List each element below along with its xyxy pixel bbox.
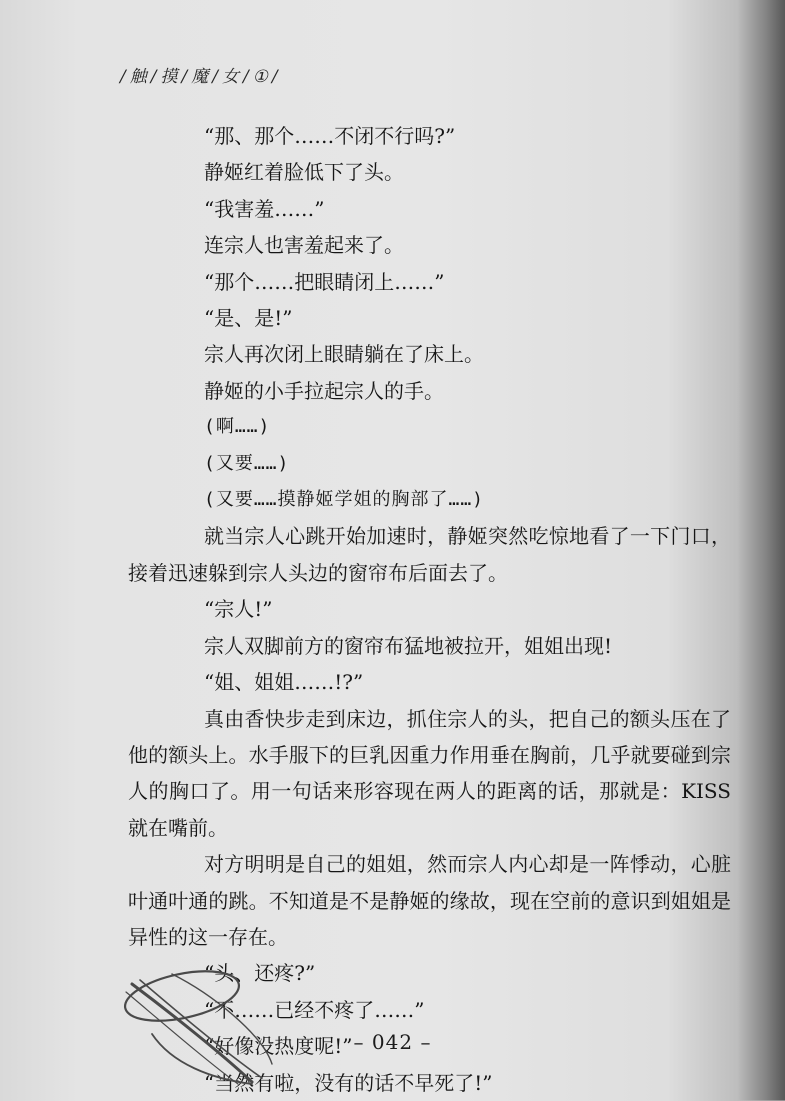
header-separator: / (120, 67, 128, 87)
narration-line: 宗人双脚前方的窗帘布猛地被拉开，姐姐出现! (204, 633, 613, 658)
header-separator: / (212, 67, 220, 87)
narration-paragraph: 对方明明是自己的姐姐，然而宗人内心却是一阵悸动，心脏叶通叶通的跳。不知道是不是静姬的缘故，现在空前的意识到姐姐是异性的这一存在。 (128, 852, 731, 949)
folio-dash-right: – (420, 1030, 432, 1054)
header-char: 摸 (160, 67, 180, 87)
dialogue-line: “那、那个……不闭不行吗?” (204, 124, 456, 148)
header-separator: / (150, 67, 159, 87)
header-separator: / (181, 67, 190, 87)
header-separator: / (242, 67, 251, 87)
narration-line: 连宗人也害羞起来了。 (204, 233, 404, 258)
header-char: 触 (129, 67, 149, 87)
narration-paragraph: 就当宗人心跳开始加速时，静姬突然吃惊地看了一下门口，接着迅速躲到宗人头边的窗帘布后面去了。 (128, 524, 731, 585)
narration-paragraph: 真由香快步走到床边，抓住宗人的头，把自己的额头压在了他的额头上。水手服下的巨乳因重力作用垂在胸前，几乎就要碰到宗人的胸口了。用一句话来形容现在两人的距离的话，那就是：KISS就在嘴前。 (128, 706, 731, 840)
header-char: 女 (221, 67, 241, 87)
thought-line: (又要……摸静姬学姐的胸部了……) (204, 489, 485, 511)
dialogue-line: “好像没热度呢!” (204, 1034, 353, 1059)
dialogue-line: “是、是!” (204, 306, 293, 331)
dialogue-line: “头、还疼?” (204, 961, 316, 986)
dialogue-line: “不……已经不疼了……” (204, 997, 425, 1022)
dialogue-line: “姐、姐姐……!?” (204, 670, 364, 695)
thought-line: (啊……) (204, 416, 271, 438)
thought-line: (又要……) (204, 452, 290, 474)
book-gutter-shadow (737, 0, 785, 1100)
folio-dash-left: – (353, 1030, 365, 1054)
narration-line: 宗人再次闭上眼睛躺在了床上。 (204, 342, 484, 367)
swoosh-ring-ornament-icon (112, 944, 277, 1094)
narration-line: 静姬的小手拉起宗人的手。 (204, 378, 444, 403)
header-char: 魔 (191, 67, 211, 87)
header-separator: / (271, 67, 280, 87)
page-number-footer (0, 1030, 785, 1054)
header-char: ① (252, 67, 270, 87)
running-header (118, 62, 282, 87)
dialogue-line: “我害羞……” (204, 196, 325, 221)
page-number: 042 (371, 1030, 414, 1054)
dialogue-line: “宗人!” (204, 597, 273, 622)
dialogue-line: “当然有啦，没有的话不早死了!” (204, 1070, 493, 1095)
narration-line: 静姬红着脸低下了头。 (204, 160, 404, 185)
dialogue-line: “那个……把眼睛闭上……” (204, 269, 445, 294)
